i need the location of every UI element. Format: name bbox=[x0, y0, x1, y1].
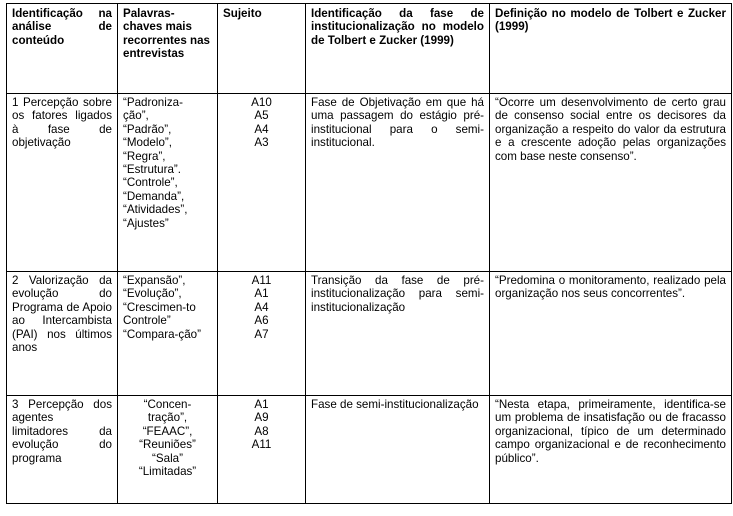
subjects-cell bbox=[218, 396, 306, 504]
definition-cell: “Nesta etapa, primeiramente, identifica-se um problema de insatisfação ou de fracasso organizacional, típico de um determinado campo organizacional e de reconhecimento público”. bbox=[490, 396, 732, 504]
keyword: “Estrutura”. bbox=[123, 163, 181, 177]
subject-code: A1 bbox=[254, 398, 269, 411]
definition-cell: “Ocorre um desenvolvimento de certo grau de consenso social entre os decisores da organização a respeito do valor da estrutura e a crescente adoção pelas organizações com base neste consenso”. bbox=[490, 94, 732, 272]
header-content-identification: Identificação na análise de conteúdo bbox=[7, 4, 118, 94]
keyword: “Demanda”, bbox=[123, 189, 185, 203]
subject-code: A4 bbox=[254, 122, 269, 136]
keyword: “Modelo”, bbox=[123, 136, 172, 150]
keyword: “Regra”, bbox=[123, 149, 166, 163]
table-row bbox=[7, 272, 732, 396]
subject-code: A3 bbox=[254, 136, 269, 150]
subjects-cell bbox=[218, 272, 306, 396]
subject-code: A1 bbox=[254, 287, 269, 301]
keyword: “Limitadas” bbox=[138, 465, 197, 479]
keyword: “Padroniza- bbox=[123, 96, 183, 109]
phase-cell: Fase de semi-institucionalização bbox=[306, 396, 490, 504]
keyword: Controle” bbox=[123, 314, 171, 328]
keyword: “Sala” bbox=[152, 451, 183, 465]
keyword: “Padrão”, bbox=[123, 122, 172, 136]
phase-cell: Fase de Objetivação em que há uma passagem do estágio pré-institucional para o semi-institucional. bbox=[306, 94, 490, 272]
content-cell: 3 Percepção dos agentes limitadores da evolução do programa bbox=[7, 396, 118, 504]
keywords-cell bbox=[118, 272, 218, 396]
keyword: tração”, bbox=[147, 411, 188, 425]
subject-code: A4 bbox=[254, 300, 269, 314]
keyword: ção”, bbox=[123, 109, 149, 123]
header-subject: Sujeito bbox=[218, 4, 306, 94]
subject-code: A10 bbox=[251, 96, 272, 109]
subject-code: A11 bbox=[251, 438, 272, 452]
content-analysis-table bbox=[6, 3, 732, 504]
keywords-cell bbox=[118, 396, 218, 504]
keyword: “FEAAC”, bbox=[142, 424, 193, 438]
keyword: “Compara-ção” bbox=[123, 327, 201, 341]
subject-code: A9 bbox=[254, 411, 269, 425]
table-header-row bbox=[7, 4, 732, 94]
table-row bbox=[7, 94, 732, 272]
subject-code: A6 bbox=[254, 314, 269, 328]
header-phase-identification: Identificação da fase de institucionalização no modelo de Tolbert e Zucker (1999) bbox=[306, 4, 490, 94]
keywords-cell bbox=[118, 94, 218, 272]
subject-code: A11 bbox=[251, 274, 272, 287]
keyword: “Controle”, bbox=[123, 176, 178, 190]
header-keywords: Palavras-chaves mais recorrentes nas entrevistas bbox=[118, 4, 218, 94]
table-row bbox=[7, 396, 732, 504]
header-model-definition: Definição no modelo de Tolbert e Zucker (1999) bbox=[490, 4, 732, 94]
subject-code: A8 bbox=[254, 424, 269, 438]
keyword: “Expansão”, bbox=[123, 274, 186, 287]
content-cell: 2 Valorização da evolução do Programa de Apoio ao Intercambista (PAI) nos últimos anos bbox=[7, 272, 118, 396]
keyword: “Reuniões” bbox=[139, 438, 196, 452]
keyword: “Concen- bbox=[143, 398, 192, 411]
keyword: “Evolução”, bbox=[123, 287, 182, 301]
subject-code: A5 bbox=[254, 109, 269, 123]
keyword: “Atividades”, bbox=[123, 203, 188, 217]
content-cell: 1 Percepção sobre os fatores ligados à fase de objetivação bbox=[7, 94, 118, 272]
definition-cell: “Predomina o monitoramento, realizado pela organização nos seus concorrentes”. bbox=[490, 272, 732, 396]
phase-cell: Transição da fase de pré-institucionalização para semi-institucionalização bbox=[306, 272, 490, 396]
subject-code: A7 bbox=[254, 327, 269, 341]
keyword: “Ajustes” bbox=[123, 216, 169, 230]
keyword: “Crescimen-to bbox=[123, 300, 196, 314]
subjects-cell bbox=[218, 94, 306, 272]
